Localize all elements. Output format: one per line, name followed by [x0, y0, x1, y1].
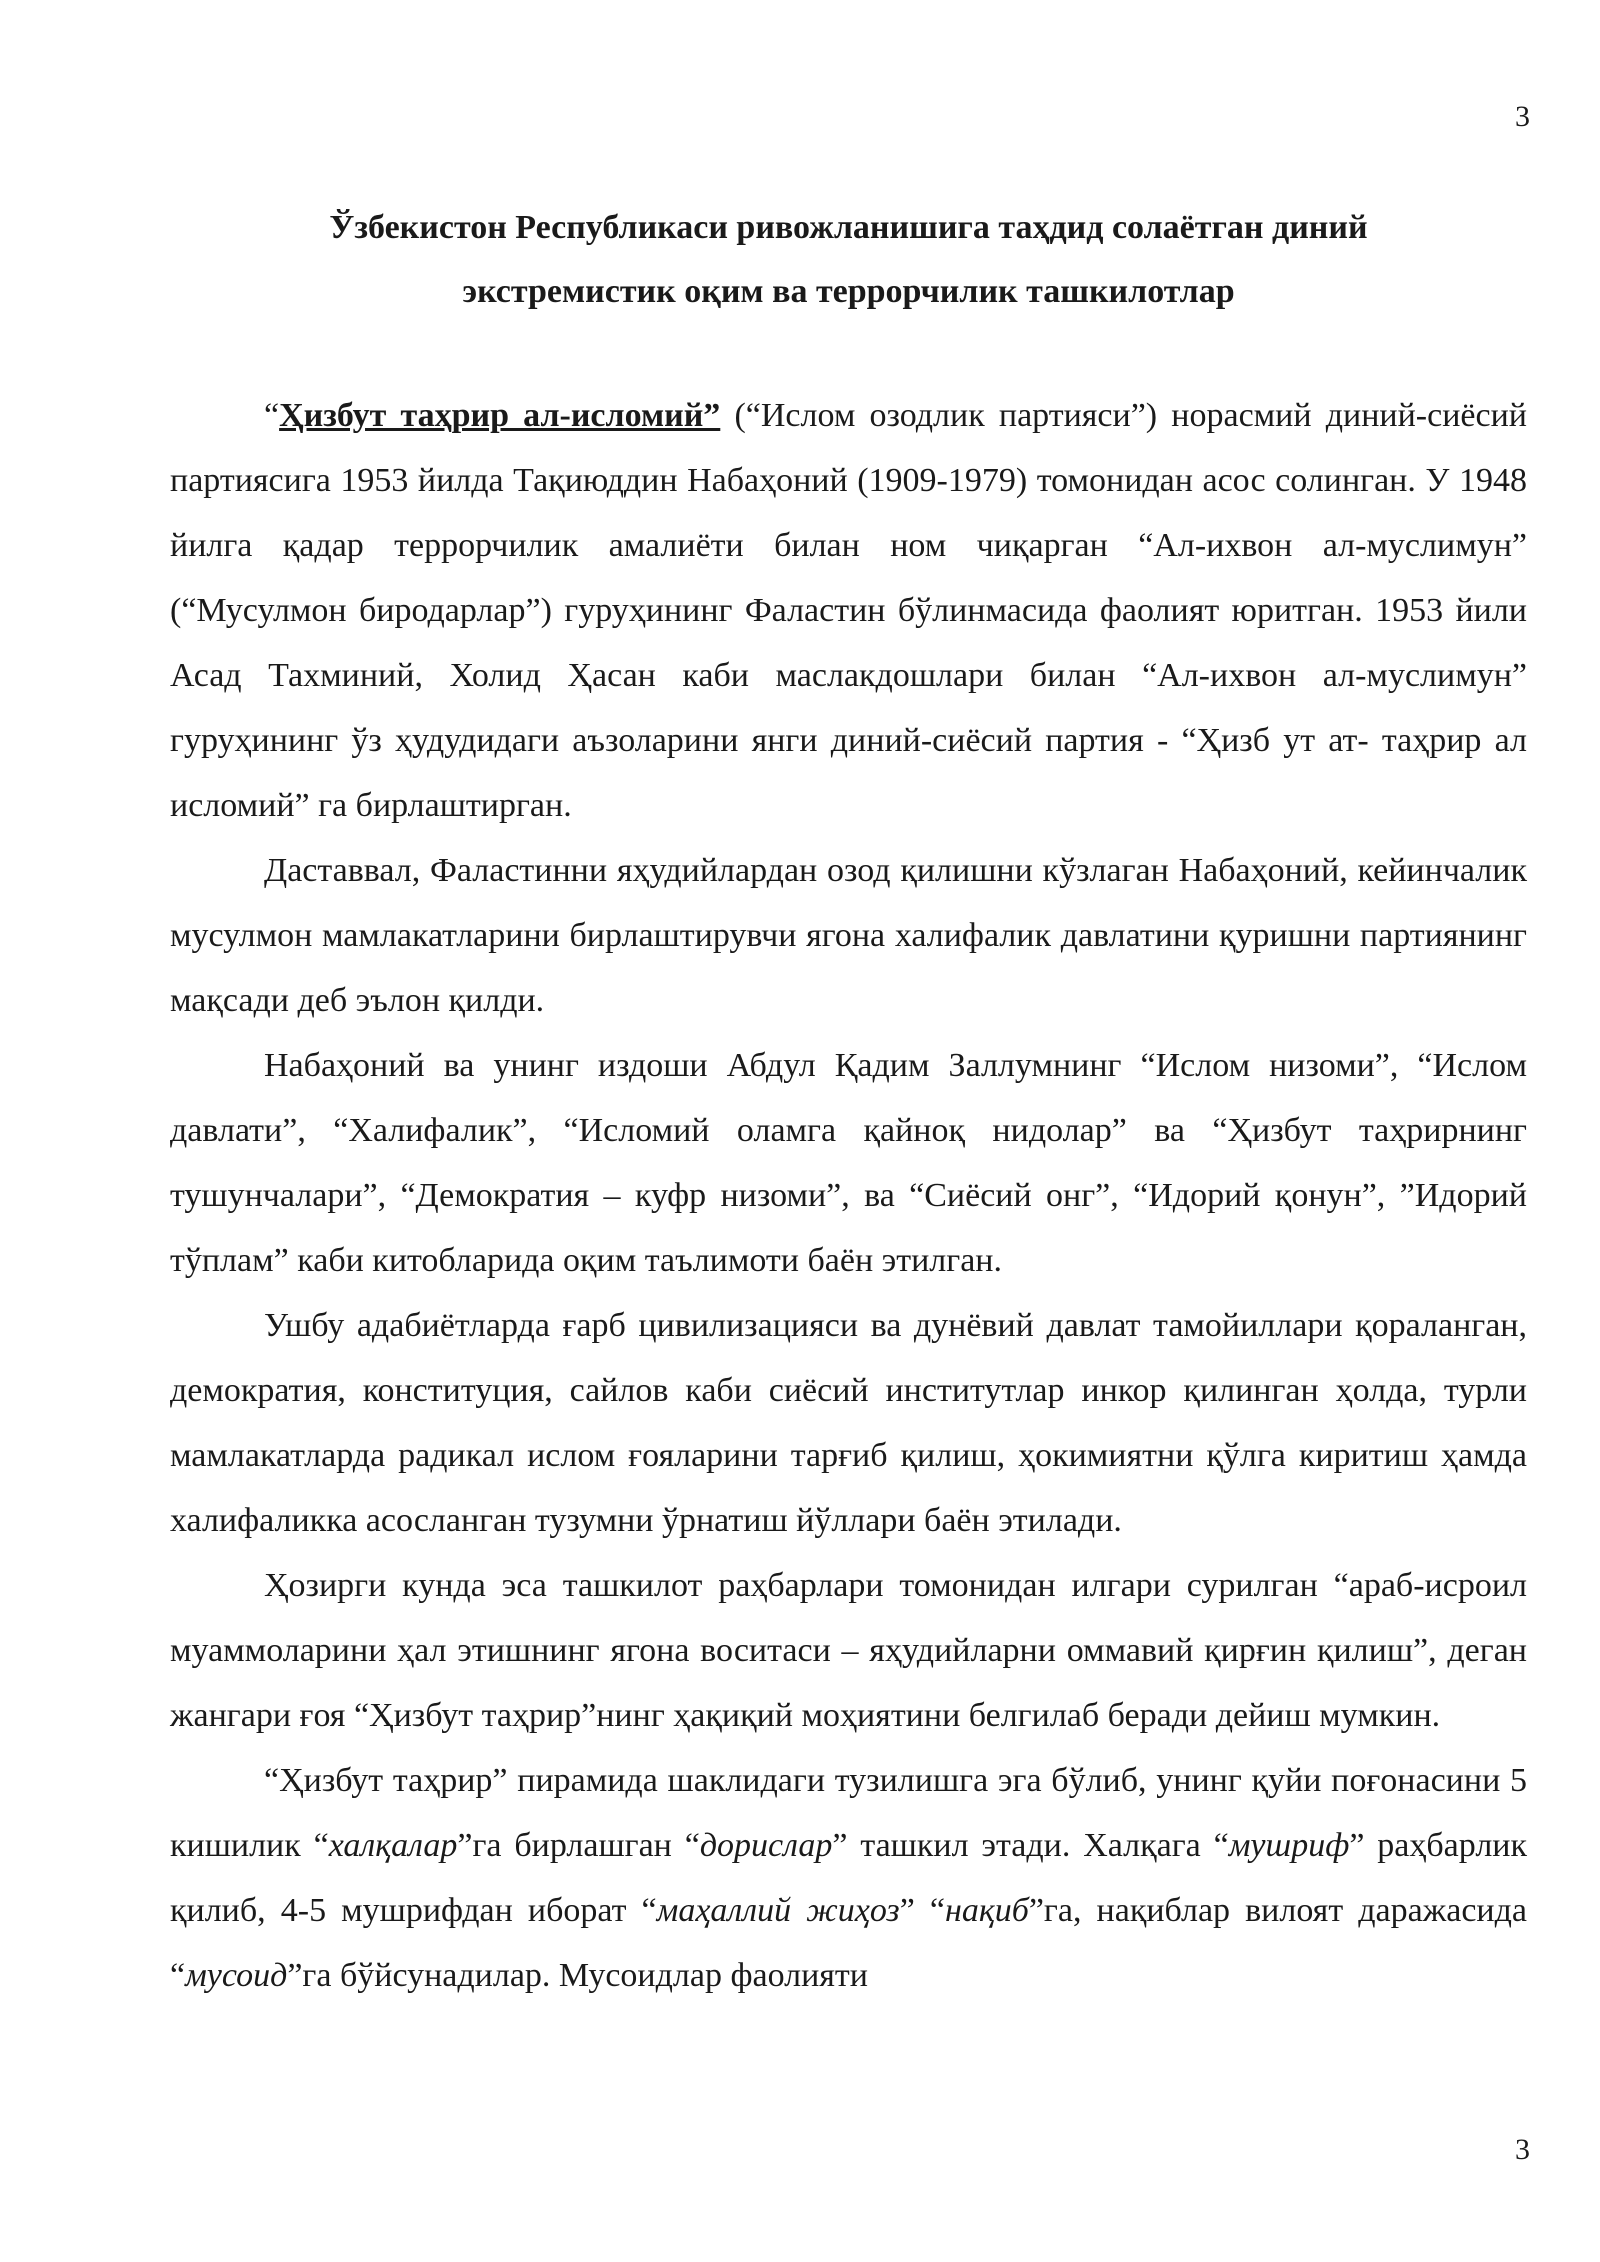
paragraph-4: Ушбу адабиётларда ғарб цивилизацияси ва дунёвий давлат тамойиллари қораланган, демократия, конституция, сайлов каби сиёсий институтлар инкор қилинган ҳолда, турли мамлакатларда радикал ислом ғояларини тарғиб қилиш, ҳокимиятни қўлга киритиш ҳамда халифаликка асосланган тузумни ўрнатиш йўллари баён этилади. — [170, 1307, 1527, 1539]
p6-text-5: ” “ — [899, 1892, 945, 1929]
paragraph-5: Ҳозирги кунда эса ташкилот раҳбарлари томонидан илгари сурилган “араб-исроил муаммоларини ҳал этишнинг ягона воситаси – яҳудийларни оммавий қирғин қилиш”, деган жангари ғоя “Ҳизбут таҳрир”нинг ҳақиқий моҳиятини белгилаб беради дейиш мумкин. — [170, 1567, 1527, 1734]
paragraph-6 — [170, 1748, 1527, 2008]
paragraph-2: Даставвал, Фаластинни яҳудийлардан озод қилишни кўзлаган Набаҳоний, кейинчалик мусулмон мамлакатларини бирлаштирувчи ягона халифалик давлатини қуришни партиянинг мақсади деб эълон қилди. — [170, 852, 1527, 1019]
p6-term-musoid: мусоид — [185, 1957, 288, 1994]
p1-text: (“Ислом озодлик партияси”) норасмий диний-сиёсий партиясига 1953 йилда Тақиюддин Набаҳоний (1909-1979) томонидан асос солинган. У 1948 йилга қадар террорчилик амалиёти билан ном чиқарган “Ал-ихвон ал-муслимун” (“Мусулмон биродарлар”) гуруҳининг Фаластин бўлинмасида фаолият юритган. 1953 йили Асад Тахминий, Холид Ҳасан каби маслакдошлари билан “Ал-ихвон ал-муслимун” гуруҳининг ўз ҳудудидаги аъзоларини янги диний-сиёсий партия - “Ҳизб ут ат- таҳрир ал исломий” га бирлаштирган. — [170, 397, 1527, 824]
paragraph-1 — [170, 383, 1527, 838]
p6-term-dorislar: дорислар — [699, 1827, 833, 1864]
document-body — [170, 383, 1527, 2008]
org-name-highlight: Ҳизбут таҳрир ал-исломий” — [279, 397, 721, 434]
p1-open-quote: “ — [264, 397, 280, 434]
p6-text-3: ” ташкил этади. Халқага “ — [832, 1827, 1229, 1864]
p6-term-halqalar: халқалар — [328, 1827, 458, 1864]
p6-term-mushrif: мушриф — [1228, 1827, 1350, 1864]
p6-term-mahalliy-jihoz: маҳаллий жиҳоз — [656, 1892, 900, 1929]
document-title — [170, 196, 1527, 324]
page-number-bottom: 3 — [1515, 2133, 1530, 2166]
p6-text-4: ” раҳбарлик қилиб, 4-5 мушрифдан иборат “ — [170, 1827, 1527, 1929]
p6-text-7: ”га бўйсунадилар. Мусоидлар фаолияти — [287, 1957, 868, 1994]
paragraph-3: Набаҳоний ва унинг издоши Абдул Қадим Заллумнинг “Ислом низоми”, “Ислом давлати”, “Халифалик”, “Исломий оламга қайноқ нидолар” ва “Ҳизбут таҳрирнинг тушунчалари”, “Демократия – куфр низоми”, ва “Сиёсий онг”, “Идорий қонун”, ”Идорий тўплам” каби китобларида оқим таълимоти баён этилган. — [170, 1047, 1527, 1279]
page-number-top: 3 — [1515, 100, 1530, 133]
p6-text-6: ”га, нақиблар вилоят даражасида “ — [170, 1892, 1527, 1994]
p6-term-naqib: нақиб — [944, 1892, 1029, 1929]
title-line-2: экстремистик оқим ва террорчилик ташкилотлар — [462, 273, 1235, 310]
title-line-1: Ўзбекистон Республикаси ривожланишига таҳдид солаётган диний — [329, 209, 1368, 246]
p6-text-2: ”га бирлашган “ — [457, 1827, 700, 1864]
p6-text-1: “Ҳизбут таҳрир” пирамида шаклидаги тузилишга эга бўлиб, унинг қуйи поғонасини 5 кишилик “ — [170, 1762, 1527, 1864]
